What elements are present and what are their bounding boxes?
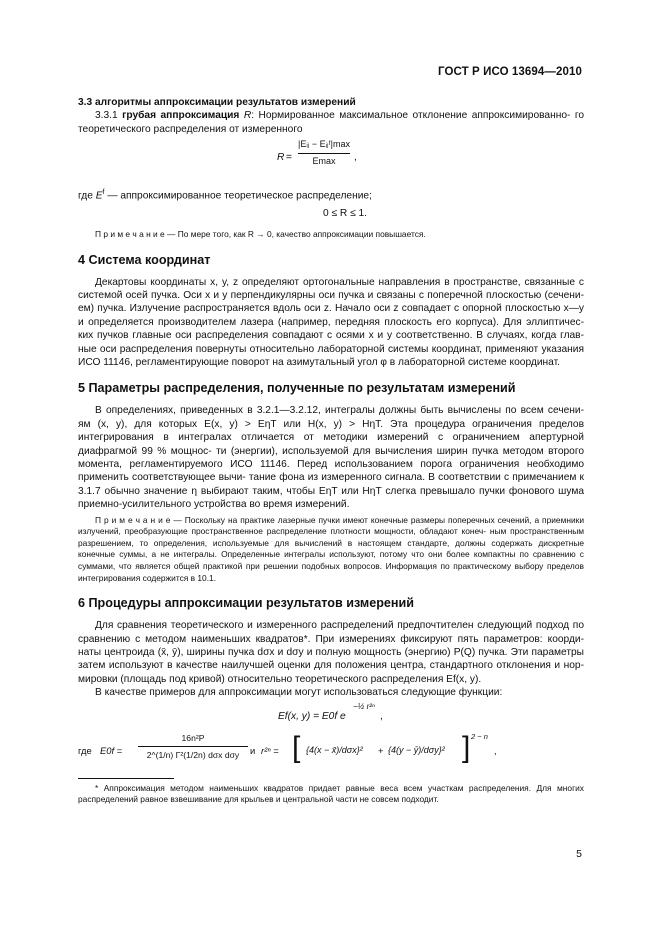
section-heading-5: 5 Параметры распределения, полученные по результатам измерений (78, 381, 516, 396)
note-label: П р и м е ч а н и е (95, 229, 165, 240)
r-comma: , (494, 744, 497, 756)
note-3-3 (78, 229, 584, 241)
page-number: 5 (576, 848, 582, 860)
e0-numerator: 16n²P (138, 732, 248, 747)
where-symbol: E (95, 190, 103, 202)
r-exponent: 2 − n (471, 731, 488, 741)
where-prefix: где (78, 190, 93, 202)
section-heading-4: 4 Система координат (78, 252, 211, 267)
term-title: грубая аппроксимация (122, 110, 240, 122)
note-text: — Поскольку на практике лазерные пучки имеют конечные размеры поперечных сечений, а приемники излучений, преобразующие пространственное распределение плотности мощности, обладают конеч- ным пространственным разрешением, то определения, используемые для вычислений в настоящем стандарте, должны содержать дискретные конечные суммы, а не интегралы. Определенные интегралы используют, потому что они более компактны по сравнению с суммами, что является общей практикой при решении подобных вопросов. Информация по практическому выбору пределов интегрирования содержится в 10.1. (78, 514, 584, 583)
inequality: 0 ≤ R ≤ 1. (322, 208, 368, 220)
e0-denominator: 2^(1/n) Γ²(1/2n) dσx dσy (146, 750, 240, 761)
formula-gaussian-comma: , (380, 710, 383, 722)
note-label: П р и м е ч а н и е (95, 514, 171, 525)
section-6-body-2: В качестве примеров для аппроксимации могут использоваться следующие функции: (95, 687, 503, 699)
term-definition: : Нормированное максимальное отклонение аппроксимированно- го теоретического распределения от измеренного (78, 110, 584, 135)
formula-R-denominator: Emax (312, 155, 336, 166)
section-4-body: Декартовы координаты x, y, z определяют ортогональные направления в пространстве, связанные с системой осей пучка. Оси x и y перпендикулярны оси пучка и связаны с поперечной плоскостью (сечени- ем) пучка. Излучение распространяется вдоль оси z. Начало оси z совпадает с опорной плоскостью x—y и определяется производителем лазера (например, передняя плоскость его корпуса). Для эллиптичес- ких пучков главные оси распределения совпадают с осями x и y соответственно. В случаях, когда глав- ные оси распределения повернуты относительно лабораторной системы координат, применяют указания ИСО 11146, регламентирующие поворот на азимутальный угол φ в лабораторной системе координат. (78, 276, 584, 369)
section-6-body-1: Для сравнения теоретического и измеренного распределений предпочтителен следующий подход по сравнению с методом наименьших квадратов*. При измерениях фиксируют пять параметров: коорди- наты центроида (x̄, ȳ), ширины пучка dσx и dσy и полную мощность (энергию) P(Q) пучка. Эти параметры затем используют в качестве наилучшей оценки для положения центра, стандартного отклонения и нор- мировки (площадь под кривой) относительно теоретического распределения Ef(x, y). (78, 620, 584, 685)
where-text: — аппроксимированное теоретическое распределение; (107, 190, 372, 202)
r-plus: + (378, 744, 384, 756)
section-5-body: В определениях, приведенных в 3.2.1—3.2.12, интегралы должны быть вычислены по всем сечени- ям (x, y), для которых E(x, y) > EηT или H(x, y) > HηT. Эта процедура ограничения пределов интегрирования в интегралах отличается от методики измерений с ограничением апертурной диафрагмой 99 % мощнос- ти (энергии), используемой для вычисления ширин пучка методом второго момента, регламентируемого ИСО 11146. Перед использованием порога ограничения необходимо применить соответствующее вычи- тание фона из измеренного сигнала. В соответствии с примечанием к 3.1.7 обычно значение η выбирают таким, чтобы EηT или HηT слегка превышало пучки фонового шума приемно-усилительного устройства во время измерений. (78, 405, 584, 511)
document-header: ГОСТ Р ИСО 13694—2010 (437, 66, 582, 78)
note-text: — По мере того, как R → 0, качество аппроксимации повышается. (164, 229, 426, 240)
section-heading-6: 6 Процедуры аппроксимации результатов измерений (78, 596, 415, 611)
footnote: * Аппроксимация методом наименьших квадратов придает равные веса всем участкам распределения. Для многих распределений равное взвешивание для крыльев и центральной части не совсем подходит. (78, 782, 584, 805)
formula-gaussian-expr: Ef(x, y) = E0f e (278, 710, 346, 722)
r-bracket-right: ] (462, 730, 471, 764)
r-term-1: {4(x − x̄)/dσx}² (306, 744, 363, 755)
e0-prefix: где (78, 744, 92, 756)
note-5 (78, 515, 584, 585)
formula-R (78, 136, 584, 186)
formula-R-fraction (298, 138, 350, 168)
r-term-2: {4(y − ȳ)/dσy}² (388, 744, 445, 755)
e0-fraction (138, 732, 248, 763)
term-number: 3.3.1 (95, 110, 118, 122)
formula-R-numerator: |Eᵢⱼ − Eᵢⱼᶠ|max (298, 138, 350, 153)
where-clause (78, 186, 584, 203)
where-sup: f (102, 189, 105, 197)
formula-R-equals: = (286, 152, 292, 164)
subsection-heading-3-3: 3.3 алгоритмы аппроксимации результатов измерений (78, 97, 356, 108)
r-lhs: r²ⁿ = (261, 744, 279, 756)
term-symbol: R (243, 110, 252, 122)
e0-and: и (250, 744, 256, 756)
formula-R-comma: , (354, 152, 357, 164)
formula-gaussian-exponent: −½ r²ⁿ (353, 701, 375, 711)
r-bracket-left: [ (292, 730, 301, 764)
formula-e0 (78, 730, 584, 772)
term-3-3-1 (78, 109, 584, 136)
formula-gaussian (78, 700, 584, 730)
page-content (78, 92, 584, 806)
formula-R-lhs: R (277, 152, 285, 164)
footnote-rule (78, 778, 174, 779)
e0-lhs: E0f = (100, 744, 123, 756)
